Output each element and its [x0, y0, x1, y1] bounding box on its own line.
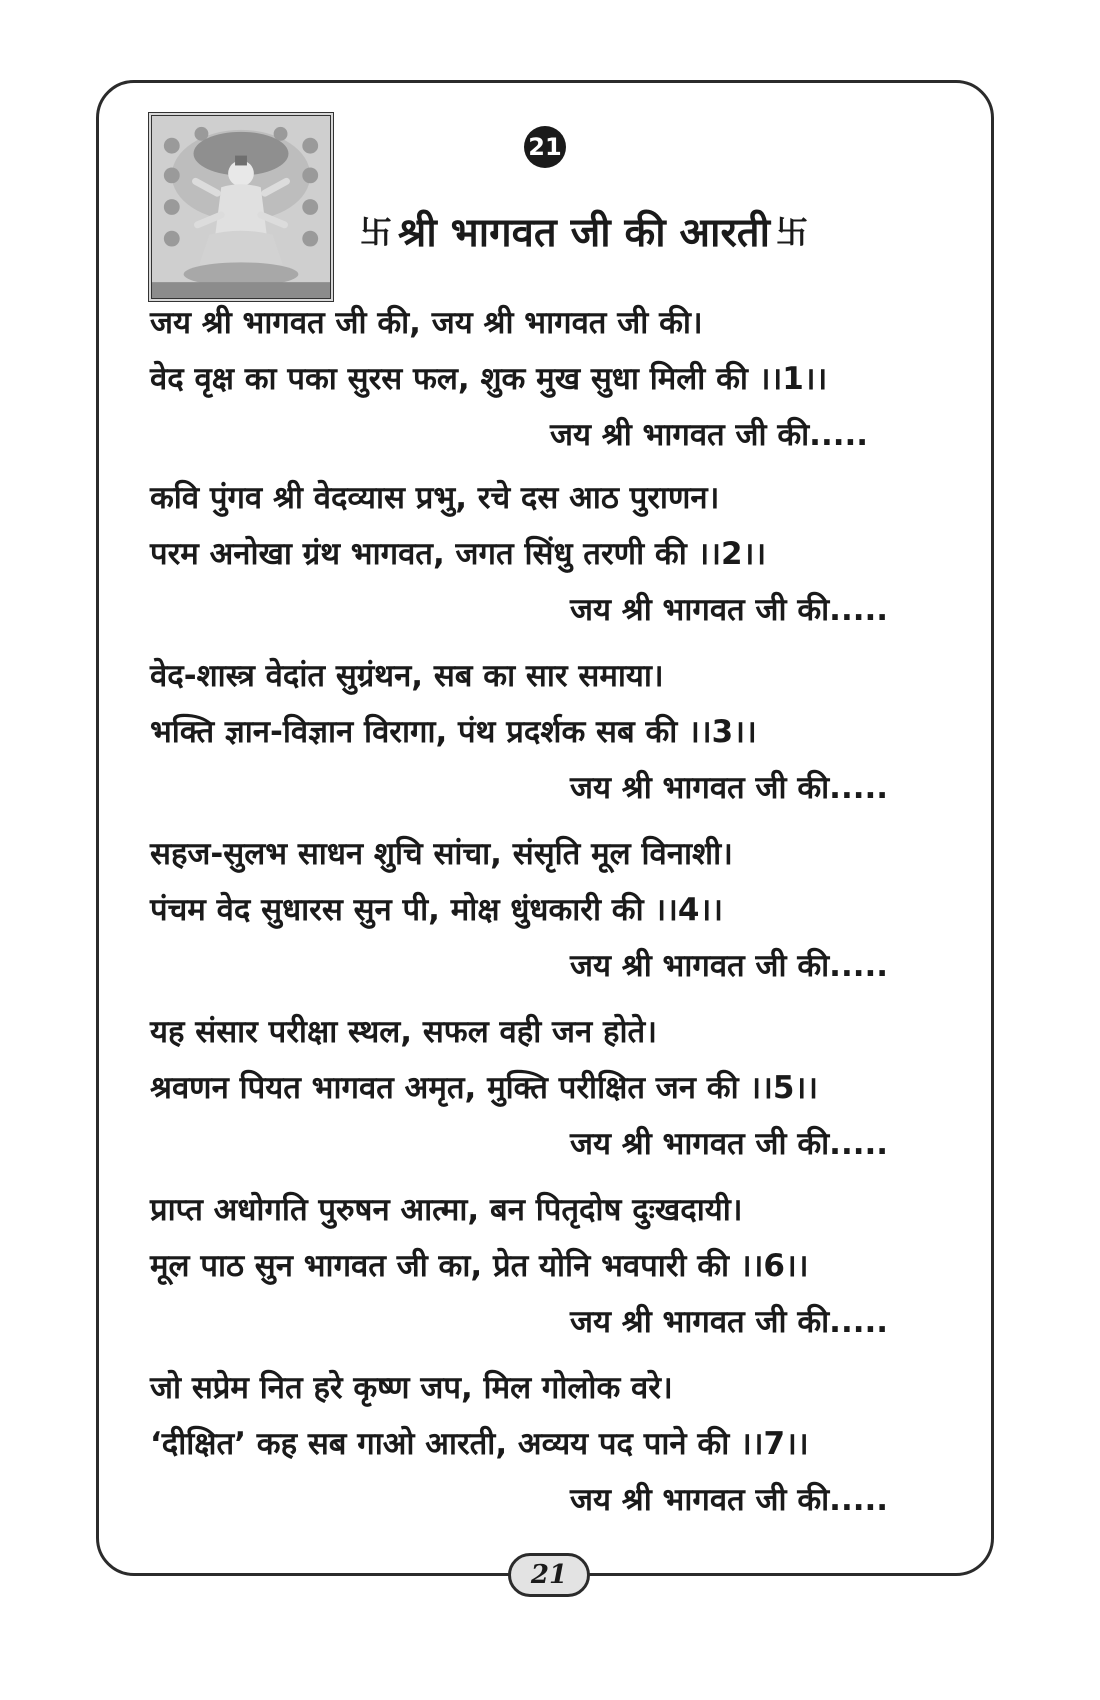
verse-line: सहज-सुलभ साधन शुचि सांचा, संसृति मूल विनाशी। [150, 836, 733, 872]
verse-line: ‘दीक्षित’ कह सब गाओ आरती, अव्यय पद पाने की ।।7।। [150, 1426, 809, 1462]
verse-line: वेद-शास्त्र वेदांत सुग्रंथन, सब का सार समाया। [150, 658, 664, 694]
refrain-line: जय श्री भागवत जी की..... [570, 770, 889, 806]
page-title [354, 202, 894, 258]
refrain-line: जय श्री भागवत जी की..... [570, 1482, 889, 1518]
stanza-3 [150, 648, 940, 816]
refrain-line: जय श्री भागवत जी की..... [570, 1126, 889, 1162]
title-text: श्री भागवत जी की आरती [398, 209, 770, 256]
verse-line: कवि पुंगव श्री वेदव्यास प्रभु, रचे दस आठ पुराणन। [150, 480, 720, 516]
deity-illustration [148, 112, 334, 302]
verse-line: जय श्री भागवत जी की, जय श्री भागवत जी की। [150, 305, 703, 341]
verse-line: परम अनोखा ग्रंथ भागवत, जगत सिंधु तरणी की ।।2।। [150, 536, 767, 572]
refrain-line: जय श्री भागवत जी की..... [570, 1304, 889, 1340]
refrain-line: जय श्री भागवत जी की..... [550, 417, 869, 453]
verse-line: प्राप्त अधोगति पुरुषन आत्मा, बन पितृदोष दुःखदायी। [150, 1192, 743, 1228]
stanza-7 [150, 1360, 940, 1528]
stanza-5 [150, 1004, 940, 1172]
refrain-line: जय श्री भागवत जी की..... [570, 948, 889, 984]
swastika-symbol-right: 卐 [775, 213, 808, 251]
swastika-symbol-left: 卐 [360, 213, 393, 251]
stanza-1 [150, 295, 940, 463]
page-number-footer: 21 [508, 1553, 590, 1597]
verse-line: पंचम वेद सुधारस सुन पी, मोक्ष धुंधकारी की ।।4।। [150, 892, 723, 928]
verse-line: वेद वृक्ष का पका सुरस फल, शुक मुख सुधा मिली की ।।1।। [150, 361, 828, 397]
stanza-4 [150, 826, 940, 994]
stanza-2 [150, 470, 940, 638]
verse-line: जो सप्रेम नित हरे कृष्ण जप, मिल गोलोक वरे। [150, 1370, 673, 1406]
verse-line: भक्ति ज्ञान-विज्ञान विरागा, पंथ प्रदर्शक सब की ।।3।। [150, 714, 757, 750]
verse-line: मूल पाठ सुन भागवत जी का, प्रेत योनि भवपारी की ।।6।। [150, 1248, 809, 1284]
stanza-6 [150, 1182, 940, 1350]
page-number-badge: 21 [524, 126, 566, 168]
verse-line: श्रवणन पियत भागवत अमृत, मुक्ति परीक्षित जन की ।।5।। [150, 1070, 818, 1106]
refrain-line: जय श्री भागवत जी की..... [570, 592, 889, 628]
verse-line: यह संसार परीक्षा स्थल, सफल वही जन होते। [150, 1014, 657, 1050]
